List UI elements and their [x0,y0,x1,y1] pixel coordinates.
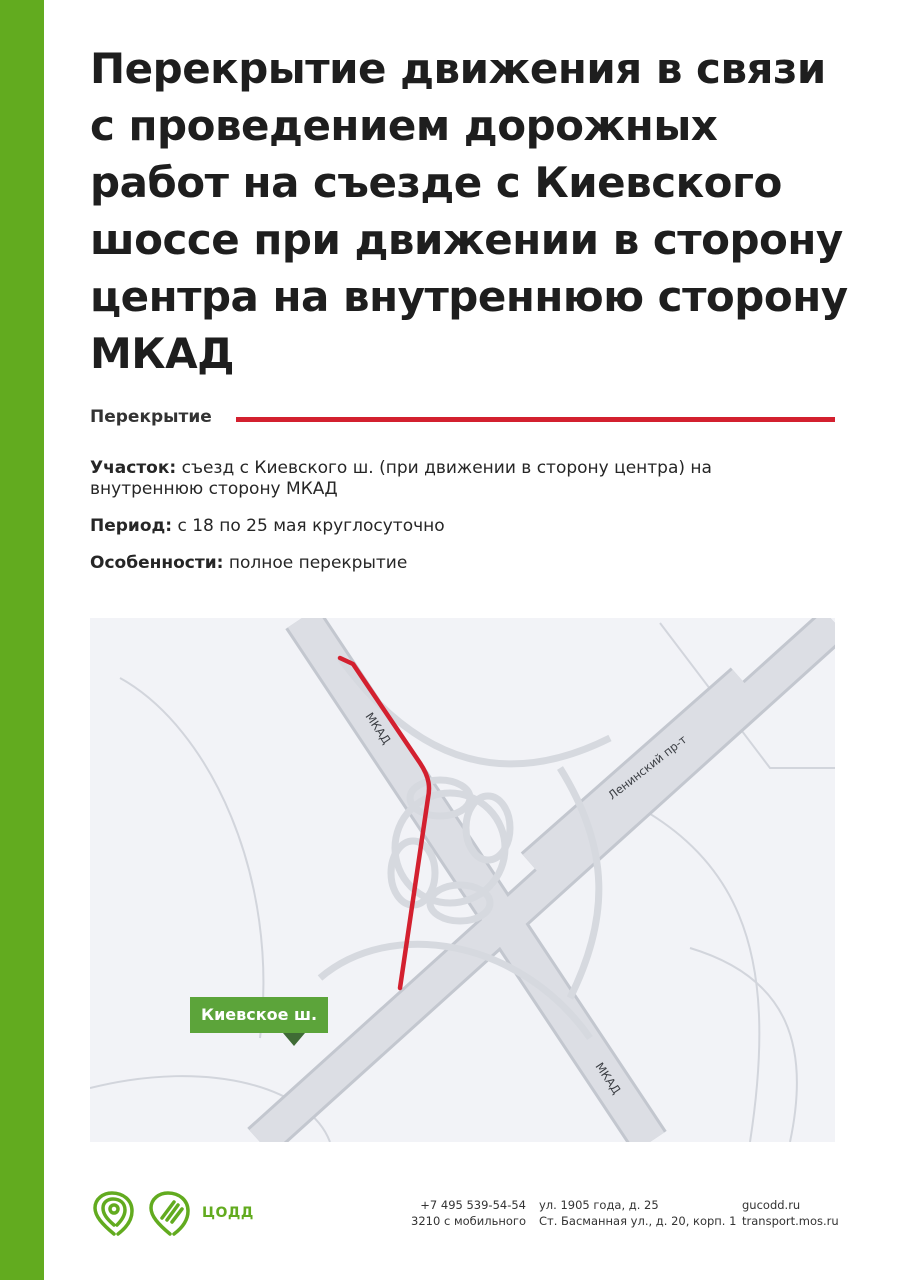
features-info [90,553,810,574]
legend [90,404,835,434]
contact-address [539,1197,736,1229]
features-label: Особенности: [90,553,224,573]
website-link[interactable]: gucodd.ru [742,1198,801,1212]
section-info [90,458,810,500]
map [90,618,835,1142]
road-badge-pointer [283,1033,305,1046]
minor-road [690,948,797,1142]
page-title: Перекрытие движения в связи с проведением дорожных работ на съезде с Киевского шоссе при движении в сторону центра на внутреннюю сторону МКАД [90,44,848,378]
road-label-leninsky: Ленинский пр-т [605,732,690,803]
period-info [90,516,810,537]
legend-label: Перекрытие [90,407,212,427]
legend-closure-line [236,417,835,422]
contact-phone [402,1197,526,1229]
logo-text: ЦОДД [202,1205,254,1221]
address-line: ул. 1905 года, д. 25 [539,1198,659,1212]
minor-road [120,678,263,1038]
tsodd-logo-icon-alt [146,1190,194,1238]
map-drawing [90,618,835,1142]
tsodd-logo-icon [90,1190,138,1238]
road-label-mkad-bottom: МКАД [592,1059,624,1097]
website-link[interactable]: transport.mos.ru [742,1214,839,1228]
period-value: с 18 по 25 мая круглосуточно [177,516,445,536]
features-value: полное перекрытие [228,553,408,573]
footer [0,1180,904,1280]
period-label: Период: [90,516,173,536]
road-label-mkad-top: МКАД [362,709,394,747]
contact-web [742,1197,839,1229]
green-side-bar [0,0,44,1280]
phone-line: +7 495 539-54-54 [420,1198,526,1212]
road-badge-kievskoe: Киевское ш. [190,997,328,1033]
section-label: Участок: [90,458,177,478]
phone-line: 3210 с мобильного [411,1214,526,1228]
section-value: съезд с Киевского ш. (при движении в сторону центра) на внутреннюю сторону МКАД [90,458,712,499]
address-line: Ст. Басманная ул., д. 20, корп. 1 [539,1214,737,1228]
